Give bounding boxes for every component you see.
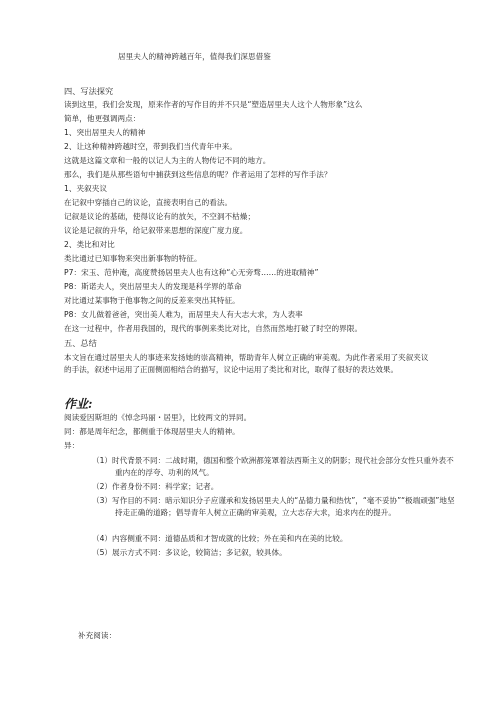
paragraph-line: P8：斯诺夫人，突出居里夫人的发现是科学界的革命 xyxy=(64,282,242,291)
list-item: （5）展示方式不同：多议论，较简洁；多记叙，较具体。 xyxy=(92,548,287,557)
list-item: 2、让这种精神跨越时空，带到我们当代青年中来。 xyxy=(64,142,238,151)
paragraph-line: 那么，我们是从那些语句中捕获到这些信息的呢？作者运用了怎样的写作手法？ xyxy=(64,170,332,179)
homework-diff-label: 异： xyxy=(64,441,80,450)
homework-task: 阅读爱因斯坦的《悼念玛丽・居里》，比较两文的异同。 xyxy=(64,413,252,422)
section-4-heading: 四、写法探究 xyxy=(64,86,114,96)
paragraph-line: 简单，他更强调两点： xyxy=(64,114,141,123)
section-5-heading: 五、总结 xyxy=(64,338,97,348)
paragraph-line: 这就是这篇文章和一般的以记人为主的人物传记不同的地方。 xyxy=(64,156,271,165)
list-item: （1）时代背景不同：二战时期，德国和整个欧洲都笼罩着法西斯主义的阴影；现代社会部分女性只重外表不重内在的浮夸、功利的风气。 xyxy=(92,456,454,477)
homework-same: 同：都是周年纪念，都侧重于体现居里夫人的精神。 xyxy=(64,427,240,436)
paragraph-line: 在记叙中穿插自己的议论，直接表明自己的看法。 xyxy=(64,198,233,207)
summary-paragraph: 本文旨在通过居里夫人的事迹来发扬她的崇高精神，帮助青年人树立正确的审美观。为此作者采用了夹叙夹议的手法，叙述中运用了正面侧面相结合的描写，议论中运用了类比和对比，取得了很好的表达效果。 xyxy=(64,353,429,374)
subheading: 2、类比和对比 xyxy=(64,240,115,249)
homework-title: 作业: xyxy=(64,397,93,411)
paragraph-line: 读到这里，我们会发现，原来作者的写作目的并不只是“塑造居里夫人这个人物形象”这么 xyxy=(64,100,363,109)
paragraph-line: 记叙是议论的基础，使得议论有的放矢，不空洞不枯燥； xyxy=(64,212,256,221)
paragraph-line: P7：宋玉、范仲淹，高度赞扬居里夫人也有这种“心无旁骛……的进取精神” xyxy=(64,268,319,277)
paragraph-line: 类比通过已知事物来突出新事物的特征。 xyxy=(64,254,202,263)
paragraph-line: 议论是记叙的升华，给记叙带来思想的深度广度力度。 xyxy=(64,226,248,235)
supplement-heading: 补充阅读： xyxy=(78,631,117,640)
paragraph-line: 对比通过某事物于他事物之间的反差来突出其特征。 xyxy=(64,296,240,305)
list-item: （3）写作目的不同：暗示知识分子应谨承和发扬居里夫人的“品德力量和热忱”，“毫不妥协”“极端顽强”地坚持走正确的道路；倡导青年人树立正确的审美观，立大志存大求，追求内在的提升。 xyxy=(92,496,455,517)
list-item: （2）作者身份不同：科学家；记者。 xyxy=(92,482,219,491)
subheading: 1、夹叙夹议 xyxy=(64,184,108,193)
list-item: （4）内容侧重不同：道德品质和才智成就的比较；外在美和内在美的比较。 xyxy=(92,534,348,543)
quote-line: 居里夫人的精神跨越百年，值得我们深思借鉴 xyxy=(118,52,271,61)
paragraph-line: 在这一过程中，作者用我国的，现代的事例来类比对比，自然而然地打破了时空的界限。 xyxy=(64,324,363,333)
list-item: 1、突出居里夫人的精神 xyxy=(64,128,146,137)
paragraph-line: P8：女儿做着爸爸，突出美人难为，而居里夫人有大志大求，为人表率 xyxy=(64,310,303,319)
